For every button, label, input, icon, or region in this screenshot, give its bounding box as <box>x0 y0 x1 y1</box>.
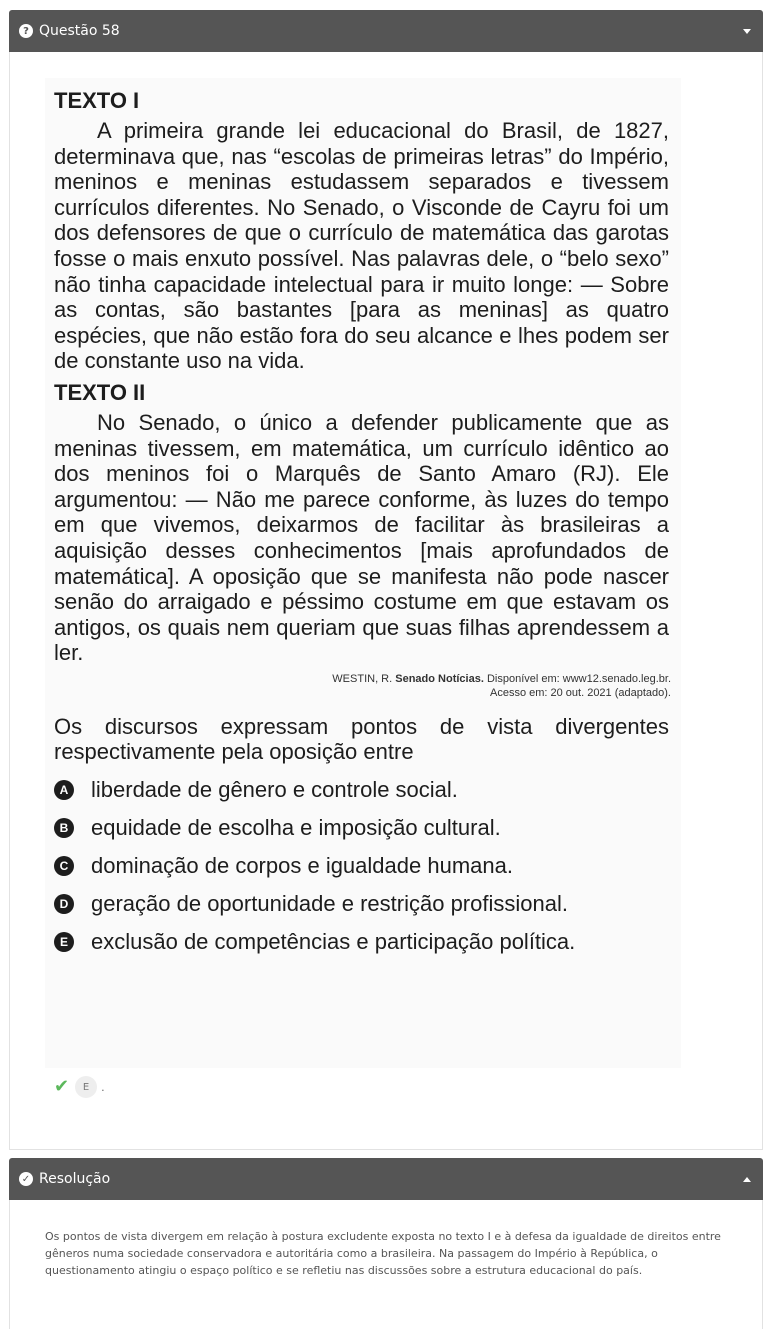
options-list <box>54 771 681 961</box>
question-image <box>45 78 681 1068</box>
question-stem: Os discursos expressam pontos de vista divergentes respectivamente pela oposição entre <box>54 713 669 765</box>
option-e[interactable] <box>54 923 681 961</box>
option-text: equidade de escolha e imposição cultural. <box>91 815 501 841</box>
citation-availability: Disponível em: www12.senado.leg.br. <box>486 672 671 685</box>
resolution-title: Resolução <box>39 1171 111 1187</box>
option-d[interactable] <box>54 885 681 923</box>
citation-access: Acesso em: 20 out. 2021 (adaptado). <box>489 686 671 699</box>
option-letter: C <box>54 856 74 876</box>
option-b[interactable] <box>54 809 681 847</box>
option-c[interactable] <box>54 847 681 885</box>
citation-author: WESTIN, R. <box>332 672 393 685</box>
option-letter: A <box>54 780 74 800</box>
texto-1-body: A primeira grande lei educacional do Brasil, de 1827, determinava que, nas “escolas de primeiras letras” do Império, meninos e meninas estudassem separados e tivessem currículos diferentes. No Senado, o Visconde de Cayru foi um dos defensores de que o currículo de matemática das garotas fosse o mais enxuto possível. Nas palavras dele, o “belo sexo” não tinha capacidade intelectual para ir muito longe: — Sobre as contas, são bastantes [para as meninas] as quatro espécies, que não estão fora do seu alcance e lhes podem ser de constante uso na vida. <box>54 118 669 374</box>
option-letter: E <box>54 932 74 952</box>
option-a[interactable] <box>54 771 681 809</box>
texto-2-heading: TEXTO II <box>54 379 146 405</box>
question-title: Questão 58 <box>39 23 120 39</box>
resolution-panel-header[interactable] <box>9 1158 763 1200</box>
texto-1-heading: TEXTO I <box>54 88 140 113</box>
option-text: exclusão de competências e participação política. <box>91 929 576 955</box>
citation-source: Senado Notícias. <box>395 672 484 685</box>
answer-suffix: . <box>101 1080 105 1094</box>
option-text: dominação de corpos e igualdade humana. <box>91 853 513 879</box>
chevron-down-icon[interactable] <box>743 29 751 34</box>
chevron-up-icon[interactable] <box>743 1177 751 1182</box>
texto-2-body: No Senado, o único a defender publicamente que as meninas tivessem, em matemática, um currículo idêntico ao dos meninos foi o Marquês de Santo Amaro (RJ). Ele argumentou: — Não me parece conforme, às luzes do tempo em que vivemos, deixarmos de facilitar às brasileiras a aquisição desses conhecimentos [mais aprofundados de matemática]. A oposição que se manifesta não pode nascer senão do arraigado e péssimo costume em que estavam os antigos, os quais nem queriam que suas filhas aprendessem a ler. <box>54 409 669 666</box>
option-letter: B <box>54 818 74 838</box>
question-circle-icon: ? <box>19 24 33 38</box>
answer-badge: E <box>75 1076 97 1098</box>
question-panel-header[interactable] <box>9 10 763 52</box>
check-icon: ✔ <box>54 1076 70 1097</box>
check-circle-icon: ✓ <box>19 1172 33 1186</box>
option-text: geração de oportunidade e restrição profissional. <box>91 891 568 917</box>
option-text: liberdade de gênero e controle social. <box>91 777 458 803</box>
citation <box>54 672 671 700</box>
option-letter: D <box>54 894 74 914</box>
resolution-text: Os pontos de vista divergem em relação à postura excludente exposta no texto I e à defesa da igualdade de direitos entre gêneros numa sociedade conservadora e autoritária como a brasileira. Na passagem do Império à República, o questionamento atingiu o espaço político e se refletiu nas discussões sobre a estrutura educacional do país. <box>45 1230 721 1277</box>
answer-row <box>54 1076 105 1098</box>
